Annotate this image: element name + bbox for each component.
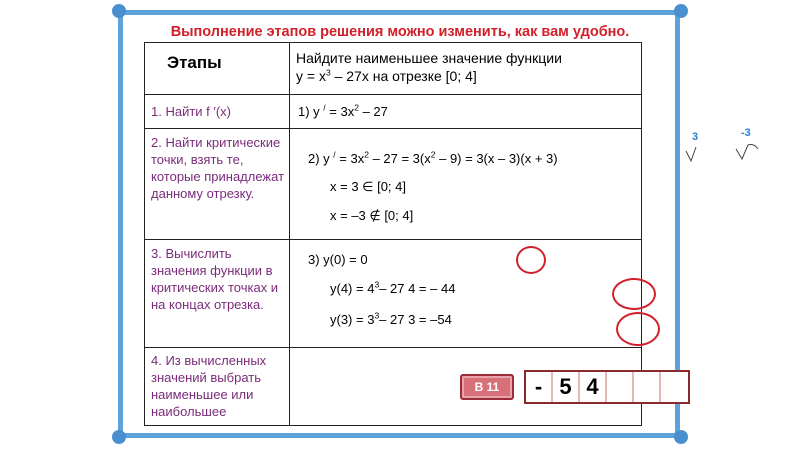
table-row — [145, 95, 642, 129]
step-3-label: 3. Вычислить значения функции в критических точках и на концах отрезка. — [151, 246, 279, 312]
table-row — [145, 43, 642, 95]
table-cell — [145, 43, 290, 95]
task-statement — [290, 43, 641, 85]
table-cell — [145, 129, 290, 240]
factorization-formula: 2) y $^/ = 3x^2 - 27 = 3(x^2 - 9) = 3(x - 3)(x + 3)$ — [308, 149, 558, 166]
answer-cell[interactable] — [607, 372, 634, 402]
corner-dot — [674, 4, 688, 18]
check-marks-icon — [682, 141, 762, 165]
answer-label-button[interactable]: В 11 — [460, 374, 514, 400]
page-title: Выполнение этапов решения можно изменить, как вам удобно. — [170, 24, 630, 40]
root-not-in-segment: x = –3 ∉ [0; 4] — [330, 208, 414, 223]
answer-cell[interactable] — [661, 372, 688, 402]
derivative-formula: 1) y $^/ = 3x^2 - 27$ — [298, 102, 388, 119]
step-2-label: 2. Найти критические точки, взять те, которые принадлежат данному отрезку. — [151, 135, 285, 201]
table-row — [145, 129, 642, 240]
task-line-1: Найдите наименьшее значение функции — [296, 50, 562, 66]
table-row — [145, 240, 642, 348]
table-cell — [290, 95, 642, 129]
answer-cell[interactable]: 5 — [553, 372, 580, 402]
column-header-stages: Этапы — [167, 53, 222, 72]
table-cell — [145, 95, 290, 129]
root-in-segment: x = 3 ∈ [0; 4] — [330, 179, 407, 194]
task-line-2: $y = x^3 - 27x$ на отрезке [0; 4] — [296, 67, 477, 84]
answer-cell[interactable]: - — [526, 372, 553, 402]
corner-dot — [674, 430, 688, 444]
table-cell — [290, 240, 642, 348]
value-at-4: $y(4) = 4^3-$ 27 4 = – 44 — [330, 279, 456, 296]
answer-cell[interactable] — [634, 372, 661, 402]
answer-cell[interactable]: 4 — [580, 372, 607, 402]
answer-form — [460, 370, 690, 404]
answer-cells — [524, 370, 690, 404]
value-at-0: 3) y(0) = 0 — [308, 252, 368, 267]
table-cell — [290, 348, 642, 426]
step-4-label: 4. Из вычисленных значений выбрать наименьшее или наибольшее — [151, 353, 267, 419]
corner-dot — [112, 430, 126, 444]
table-cell — [145, 348, 290, 426]
table-cell — [290, 127, 751, 240]
corner-dot — [112, 4, 126, 18]
root-mark-minus-3: -3 — [741, 127, 751, 139]
table-row — [145, 348, 642, 426]
table-cell — [290, 43, 642, 95]
root-mark-3: 3 — [692, 131, 699, 143]
solution-table — [144, 42, 751, 426]
table-cell — [145, 240, 290, 348]
step-1-label: 1. Найти f ′(x) — [151, 104, 231, 119]
value-at-3: $y(3) = 3^3-$ 27 3 = –54 — [330, 310, 452, 327]
